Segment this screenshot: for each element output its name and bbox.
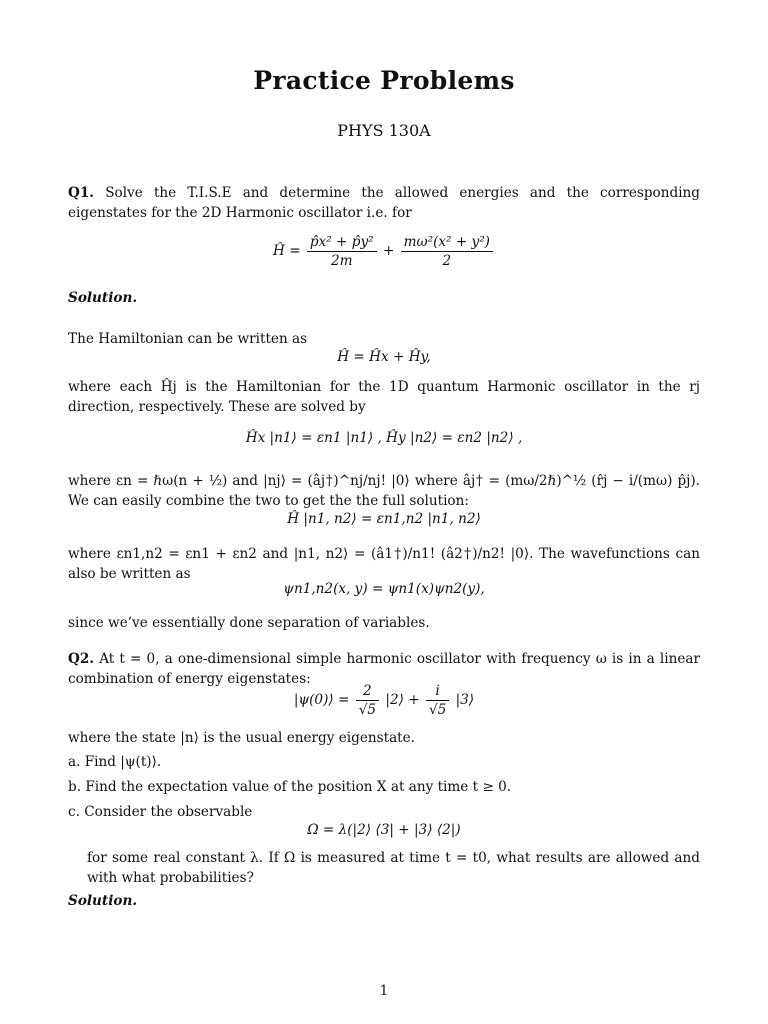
q1-eigen-equation: Ĥx |n1⟩ = εn1 |n1⟩ , Ĥy |n2⟩ = εn2 |n2⟩ , (245, 430, 523, 446)
q1-solution-where-each: where each Ĥj is the Hamiltonian for the 1D quantum Harmonic oscillator in the rj direction, respectively. These are solved by (68, 379, 700, 415)
eq-coef2-den: √5 (428, 702, 447, 718)
eq-lhs: Ĥ = (273, 243, 301, 259)
eq-kinetic-den: 2m (330, 253, 353, 269)
eq-kinetic-fraction (307, 234, 377, 269)
q2-where-state: where the state |n⟩ is the usual energy eigenstate. (68, 730, 416, 746)
page-number: 1 (379, 983, 389, 999)
q1-prompt-text: Solve the T.I.S.E and determine the allowed energies and the corresponding eigenstates for the 2D Harmonic oscillator i.e. for (68, 185, 700, 221)
eq-ket3: |3⟩ (455, 692, 475, 708)
eq-coef2-num: i (426, 683, 449, 701)
q1-solution-intro: The Hamiltonian can be written as (68, 331, 308, 347)
q1-full-equation: Ĥ |n1, n2⟩ = εn1,n2 |n1, n2⟩ (287, 511, 481, 527)
q2-part-c-continued: for some real constant λ. If Ω is measured at time t = t0, what results are allowed and with what probabilities? (87, 850, 700, 886)
q2-prompt-text: At t = 0, a one-dimensional simple harmonic oscillator with frequency ω is in a linear combination of energy eigenstates: (68, 651, 700, 687)
q1-prompt (68, 184, 700, 223)
q1-split-equation: Ĥ = Ĥx + Ĥy, (337, 349, 431, 365)
q2-solution-label: Solution. (68, 893, 138, 909)
eq-potential-den: 2 (442, 253, 452, 269)
eq-plus: + (382, 243, 395, 259)
q2-state-equation (68, 683, 700, 718)
eq-coef1-fraction (356, 683, 379, 718)
q2-part-a: a. Find |ψ(t)⟩. (68, 754, 162, 770)
q1-solution-since: since we’ve essentially done separation of variables. (68, 615, 430, 631)
eq-ket2-plus: |2⟩ + (385, 692, 420, 708)
q2-omega-equation: Ω = λ(|2⟩ ⟨3| + |3⟩ ⟨2|) (307, 822, 461, 838)
q1-solution-where-combined: where εn1,n2 = εn1 + εn2 and |n1, n2⟩ = (â1†)/n1! (â2†)/n2! |0⟩. The wavefunctions can also be written as (68, 546, 700, 582)
eq-psi-lhs: |ψ(0)⟩ = (293, 692, 350, 708)
q1-solution-where-eps: where εn = ℏω(n + ½) and |nj⟩ = (âj†)^nj/nj! |0⟩ where âj† = (mω/2ℏ)^½ (r̂j − i/(mω) p̂j). We can easily combine the two to get the the full solution: (68, 473, 700, 509)
q2-part-c: c. Consider the observable (68, 804, 253, 820)
page-title: Practice Problems (253, 66, 515, 95)
eq-coef1-den: √5 (358, 702, 377, 718)
q1-solution-label: Solution. (68, 290, 138, 306)
eq-kinetic-num: p̂x² + p̂y² (307, 234, 377, 252)
eq-coef2-fraction (426, 683, 449, 718)
eq-potential-num: mω²(x² + y²) (401, 234, 493, 252)
eq-coef1-num: 2 (356, 683, 379, 701)
q2-label: Q2. (68, 651, 95, 667)
q1-wavefunction-equation: ψn1,n2(x, y) = ψn1(x)ψn2(y), (283, 581, 485, 597)
q1-hamiltonian-equation (68, 234, 700, 269)
course-code: PHYS 130A (337, 121, 431, 140)
eq-potential-fraction (401, 234, 493, 269)
q2-part-b: b. Find the expectation value of the position X at any time t ≥ 0. (68, 779, 512, 795)
q1-label: Q1. (68, 185, 95, 201)
